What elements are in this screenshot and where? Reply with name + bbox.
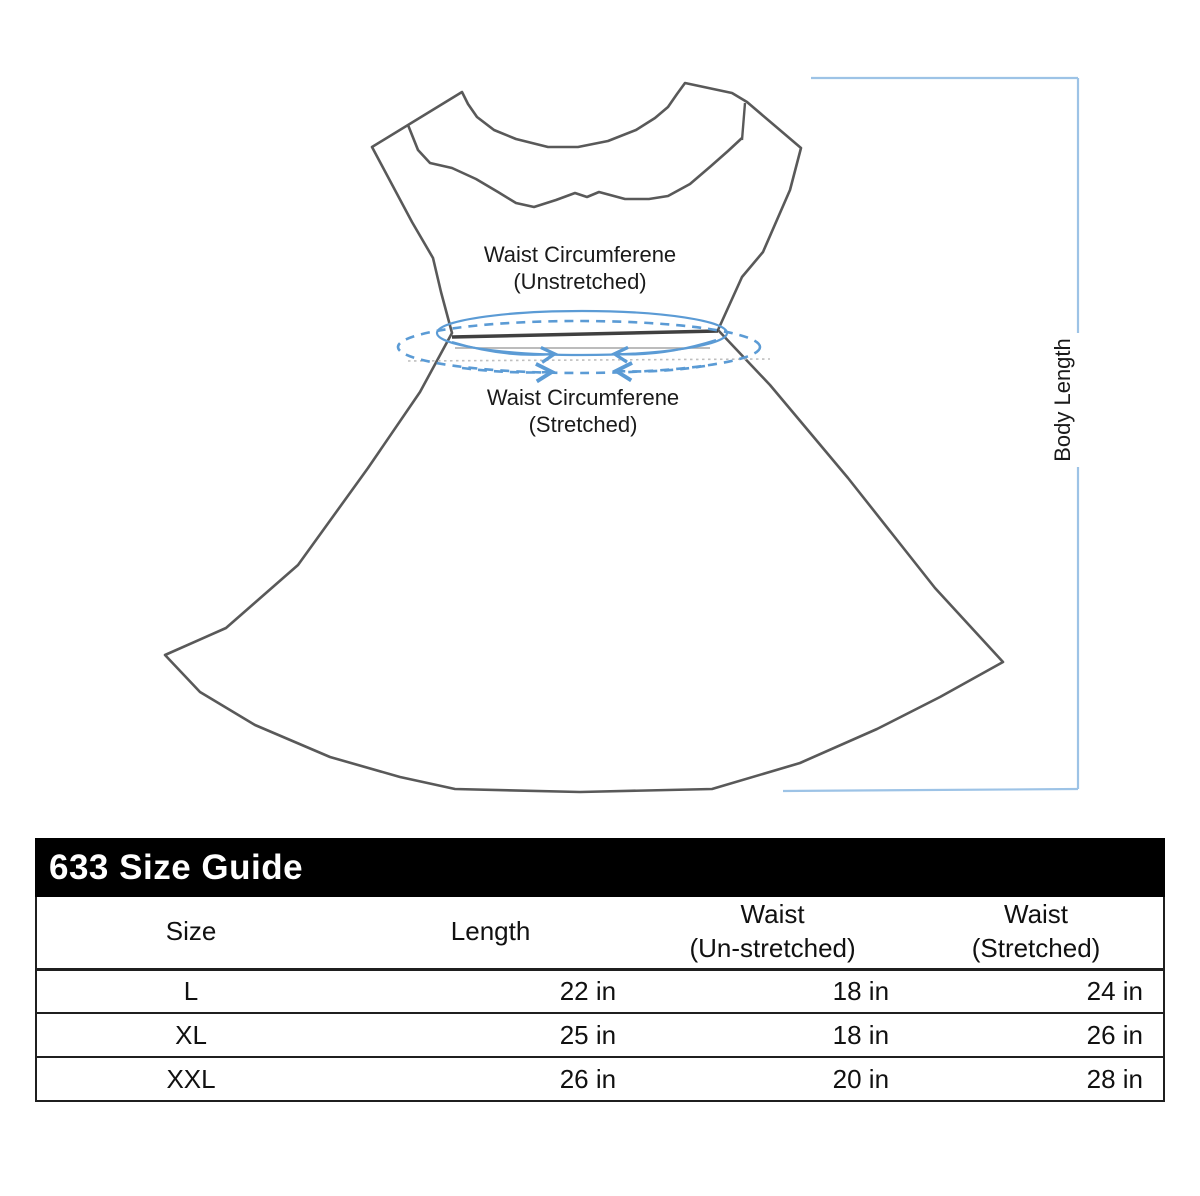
header-waist-unstretched-line2: (Un-stretched) <box>689 933 856 964</box>
waist-unstretched-label-line1: Waist Circumferene <box>483 242 677 267</box>
size-guide-section <box>35 838 1165 1102</box>
waist-line <box>452 331 718 337</box>
waist-ellipse-stretched <box>398 321 760 373</box>
body-length-bracket <box>783 78 1078 791</box>
cell-size: XL <box>36 1013 345 1057</box>
header-size-line1: Size <box>165 916 217 947</box>
header-row <box>36 897 1164 969</box>
waist-stretched-label-line2: (Stretched) <box>528 412 638 437</box>
header-waist-stretched-line2: (Stretched) <box>971 933 1101 964</box>
table-row <box>36 1013 1164 1057</box>
cell-waist-stretched: 24 in <box>909 969 1164 1013</box>
cell-length: 26 in <box>345 1057 636 1101</box>
header-waist-unstretched-line1: Waist <box>740 899 805 930</box>
header-length <box>345 897 636 969</box>
table-row <box>36 1057 1164 1101</box>
cell-waist-stretched: 28 in <box>909 1057 1164 1101</box>
cell-length: 25 in <box>345 1013 636 1057</box>
cell-waist-unstretched: 18 in <box>636 969 909 1013</box>
cell-size: XXL <box>36 1057 345 1101</box>
cell-waist-unstretched: 18 in <box>636 1013 909 1057</box>
header-waist-stretched <box>909 897 1164 969</box>
size-guide-title-text: 633 Size Guide <box>49 848 304 887</box>
waist-stretched-label-line1: Waist Circumferene <box>486 385 680 410</box>
dress-collar-line <box>408 125 742 207</box>
header-size <box>36 897 345 969</box>
waist-unstretched-label-line2: (Unstretched) <box>513 269 647 294</box>
cell-waist-unstretched: 20 in <box>636 1057 909 1101</box>
size-guide-title <box>35 838 1165 897</box>
table-row <box>36 969 1164 1013</box>
shoulder-seam-line <box>742 103 745 140</box>
header-waist-stretched-line1: Waist <box>1004 899 1069 930</box>
cell-size: L <box>36 969 345 1013</box>
header-waist-unstretched <box>636 897 909 969</box>
waist-dotted-line <box>408 359 770 361</box>
cell-length: 22 in <box>345 969 636 1013</box>
header-length-line1: Length <box>450 916 531 947</box>
cell-waist-stretched: 26 in <box>909 1013 1164 1057</box>
dress-outline <box>165 83 1003 792</box>
body-length-label: Body Length <box>1050 338 1075 462</box>
size-guide-table <box>35 897 1165 1102</box>
